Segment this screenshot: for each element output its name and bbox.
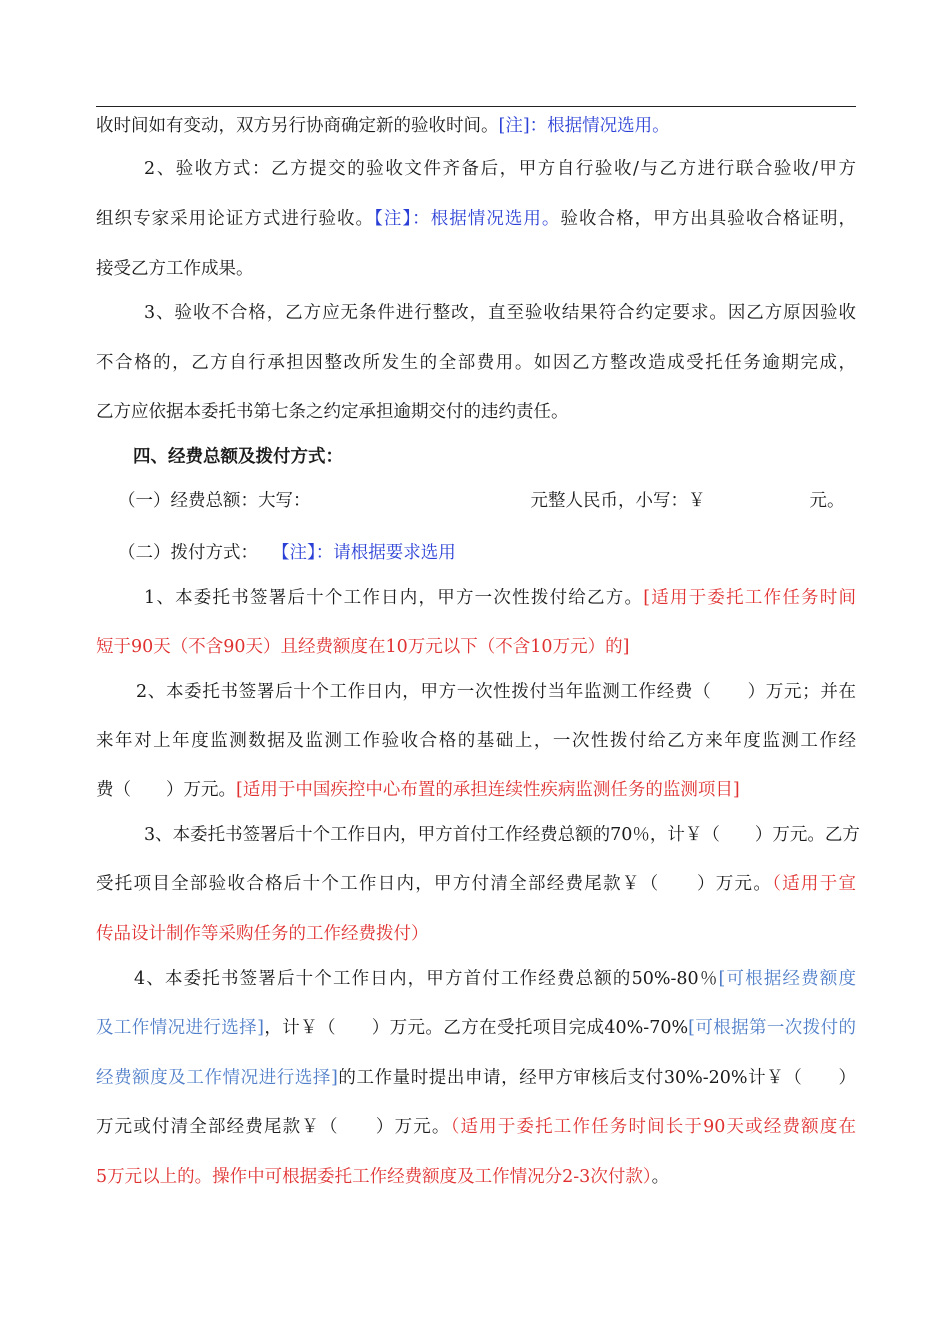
text: 。 [651, 1167, 670, 1187]
text: 乙方应依据本委托书第七条之约定承担逾期交付的违约责任。 [96, 402, 569, 422]
paragraph-rectification-line1 [144, 301, 856, 325]
item4-line2 [96, 1016, 856, 1040]
item4-line4 [96, 1115, 856, 1139]
payment-method-line [118, 541, 856, 565]
text: 2、本委托书签署后十个工作日内，甲方一次性拨付当年监测工作经费（ ）万元；并在 [136, 682, 856, 702]
paragraph-acceptance-method-line2 [96, 207, 856, 231]
text: 受托项目全部验收合格后十个工作日内，甲方付清全部经费尾款￥（ ）万元。 [96, 874, 773, 894]
note-text: [适用于中国疾控中心布置的承担连续性疾病监测任务的监测项目] [236, 780, 740, 800]
note-text: （适用于委托工作任务时间长于90天或经费额度在 [450, 1117, 856, 1137]
text: 2、验收方式：乙方提交的验收文件齐备后，甲方自行验收/与乙方进行联合验收/甲方 [144, 159, 856, 179]
item1-line2 [96, 635, 856, 659]
note-text: 短于90天（不含90天）且经费额度在10万元以下（不含10万元）的] [96, 637, 630, 657]
text: 来年对上年度监测数据及监测工作验收合格的基础上，一次性拨付给乙方来年度监测工作经 [96, 731, 856, 751]
text: 3、验收不合格，乙方应无条件进行整改，直至验收结果符合约定要求。因乙方原因验收 [144, 303, 856, 323]
pay-label: （二）拨付方式： [118, 543, 258, 563]
item1-line1 [144, 586, 856, 610]
total-end: 元。 [809, 491, 845, 511]
note-text: 5万元以上的。操作中可根据委托工作经费额度及工作情况分2-3次付款） [96, 1167, 652, 1187]
paragraph-acceptance-time [96, 114, 856, 138]
item2-line1 [136, 680, 856, 704]
item3-line2 [96, 872, 856, 896]
text: 的工作量时提出申请，经甲方审核后支付30%-20%计￥（ ） [337, 1068, 856, 1088]
text: 万元或付清全部经费尾款￥（ ）万元。 [96, 1117, 451, 1137]
note-text: [可根据第一次拨付的 [688, 1018, 857, 1038]
text: 组织专家采用论证方式进行验收。 [96, 209, 375, 229]
paragraph-rectification-line3 [96, 400, 856, 424]
note-text: [适用于委托工作任务时间 [643, 588, 856, 608]
text: 收时间如有变动，双方另行协商确定新的验收时间。 [96, 116, 499, 136]
text: 验收合格，甲方出具验收合格证明， [560, 209, 857, 229]
note-text: 经费额度及工作情况进行选择] [96, 1068, 338, 1088]
note-text: 【注】：请根据要求选用 [272, 543, 456, 563]
item4-line5 [96, 1165, 856, 1189]
paragraph-acceptance-method-line3 [96, 257, 856, 281]
item4-line3 [96, 1066, 856, 1090]
note-text: （适用于宣 [772, 874, 856, 894]
text: 接受乙方工作成果。 [96, 259, 254, 279]
total-amount-line [118, 489, 856, 513]
note-text: 【注】：根据情况选用。 [374, 209, 561, 229]
item4-line1 [134, 967, 856, 991]
heading-text: 四、经费总额及拨付方式： [133, 447, 343, 467]
item2-line3 [96, 778, 856, 802]
paragraph-acceptance-method-line1 [144, 157, 856, 181]
text: ，计￥（ ）万元。乙方在受托项目完成40%-70% [263, 1018, 689, 1038]
item3-line1 [144, 823, 860, 847]
total-mid: 元整人民币，小写：￥ [530, 491, 706, 511]
note-text: 传品设计制作等采购任务的工作经费拨付） [96, 924, 429, 944]
note-text: 及工作情况进行选择] [96, 1018, 264, 1038]
text: 费（ ）万元。 [96, 780, 236, 800]
total-label: （一）经费总额：大写： [118, 491, 311, 511]
paragraph-rectification-line2 [96, 351, 856, 375]
text: 4、本委托书签署后十个工作日内，甲方首付工作经费总额的50%-80％ [134, 969, 719, 989]
text: 3、本委托书签署后十个工作日内，甲方首付工作经费总额的70％，计￥（ ）万元。乙方 [144, 825, 860, 845]
text: 1、本委托书签署后十个工作日内，甲方一次性拨付给乙方。 [144, 588, 644, 608]
note-text: [可根据经费额度 [718, 969, 857, 989]
section-heading [133, 445, 893, 469]
item2-line2 [96, 729, 856, 753]
item3-line3 [96, 922, 856, 946]
header-rule [96, 106, 856, 107]
text: 不合格的，乙方自行承担因整改所发生的全部费用。如因乙方整改造成受托任务逾期完成， [96, 353, 856, 373]
note-text: [注]：根据情况选用。 [498, 116, 670, 136]
